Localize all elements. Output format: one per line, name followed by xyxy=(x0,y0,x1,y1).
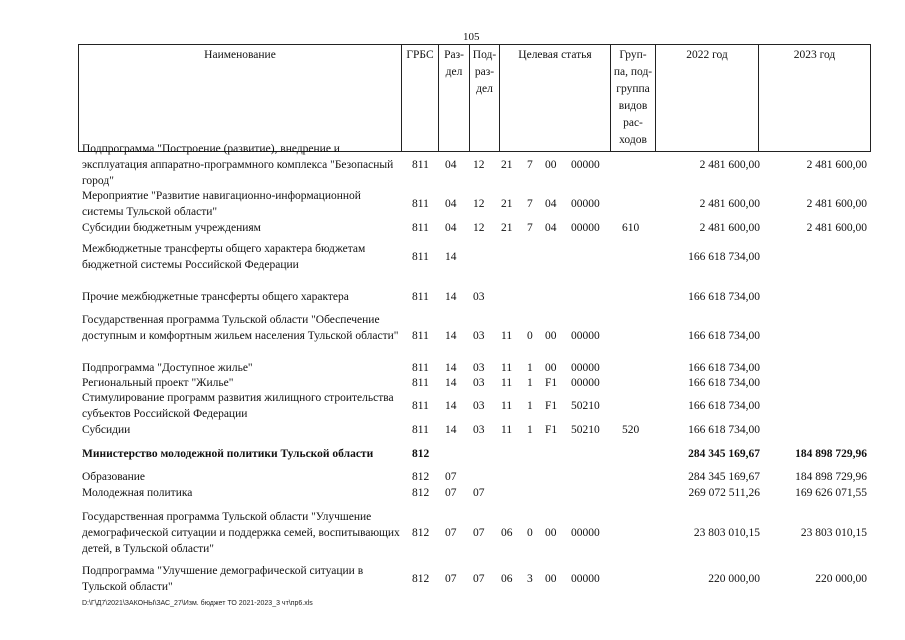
cell-y2022: 166 618 734,00 xyxy=(688,330,760,342)
cell-razdel: 14 xyxy=(445,400,457,412)
cell-pod: 12 xyxy=(473,198,485,210)
cell-c1: 11 xyxy=(501,377,513,389)
cell-y2023: 23 803 010,15 xyxy=(800,527,867,539)
table-row xyxy=(0,509,905,557)
row-name: Региональный проект "Жилье" xyxy=(82,377,234,389)
cell-c2: 0 xyxy=(527,330,533,342)
cell-c2: 1 xyxy=(527,424,533,436)
row-name: Подпрограмма "Доступное жилье" xyxy=(82,362,253,374)
table-row xyxy=(0,141,905,189)
cell-pod: 07 xyxy=(473,573,485,585)
cell-razdel: 14 xyxy=(445,362,457,374)
cell-c2: 7 xyxy=(527,198,533,210)
cell-razdel: 04 xyxy=(445,222,457,234)
cell-razdel: 14 xyxy=(445,377,457,389)
cell-y2023: 2 481 600,00 xyxy=(806,198,867,210)
cell-grbs: 811 xyxy=(412,424,429,436)
cell-grbs: 811 xyxy=(412,377,429,389)
cell-c4: 00000 xyxy=(571,573,600,585)
cell-c1: 21 xyxy=(501,159,513,171)
table-row xyxy=(0,360,905,376)
cell-c4: 00000 xyxy=(571,527,600,539)
cell-razdel: 04 xyxy=(445,159,457,171)
cell-c4: 50210 xyxy=(571,400,600,412)
table-header xyxy=(78,44,871,152)
header-razdel: Раз- дел xyxy=(439,45,470,152)
header-grbs: ГРБС xyxy=(402,45,439,152)
cell-c3: 00 xyxy=(545,159,557,171)
row-name: Прочие межбюджетные трансферты общего характера xyxy=(82,291,349,303)
cell-c1: 11 xyxy=(501,424,513,436)
cell-y2023: 220 000,00 xyxy=(815,573,867,585)
cell-y2022: 23 803 010,15 xyxy=(693,527,760,539)
cell-razdel: 07 xyxy=(445,573,457,585)
cell-y2022: 220 000,00 xyxy=(708,573,760,585)
file-path-footer: D:\Г\Д7\2021\ЗАКОНЫ\ЗАС_27\Изм. бюджет ТО 2021-2023_3 чт\пр6.xls xyxy=(82,600,313,607)
cell-c4: 00000 xyxy=(571,222,600,234)
cell-y2023: 169 626 071,55 xyxy=(795,487,867,499)
cell-y2023: 184 898 729,96 xyxy=(795,471,867,483)
cell-c3: F1 xyxy=(545,400,558,412)
cell-c4: 00000 xyxy=(571,159,600,171)
cell-pod: 03 xyxy=(473,330,485,342)
table-row xyxy=(0,422,905,438)
cell-razdel: 07 xyxy=(445,527,457,539)
header-celevaya-statya: Целевая статья xyxy=(500,45,611,152)
table-row xyxy=(0,469,905,485)
cell-c3: 00 xyxy=(545,527,557,539)
cell-c1: 11 xyxy=(501,330,513,342)
cell-grbs: 811 xyxy=(412,330,429,342)
table-row xyxy=(0,485,905,501)
cell-c4: 50210 xyxy=(571,424,600,436)
cell-c4: 00000 xyxy=(571,198,600,210)
cell-grbs: 812 xyxy=(412,487,430,499)
cell-c1: 11 xyxy=(501,400,513,412)
cell-razdel: 07 xyxy=(445,471,457,483)
cell-pod: 07 xyxy=(473,527,485,539)
row-name: Подпрограмма "Улучшение демографической ситуации в Тульской области" xyxy=(82,565,364,593)
header-2022: 2022 год xyxy=(656,45,759,152)
cell-y2022: 166 618 734,00 xyxy=(688,362,760,374)
row-name: Государственная программа Тульской области "Улучшение демографической ситуации и поддержка семей, воспитывающих детей, в Тульской области" xyxy=(82,511,400,555)
table-row xyxy=(0,312,905,360)
cell-grbs: 812 xyxy=(412,448,430,460)
row-name: Субсидии xyxy=(82,424,131,436)
cell-y2022: 166 618 734,00 xyxy=(688,424,760,436)
cell-y2023: 2 481 600,00 xyxy=(806,159,867,171)
cell-c1: 06 xyxy=(501,573,513,585)
cell-grbs: 812 xyxy=(412,573,430,585)
table-row xyxy=(0,220,905,236)
cell-c1: 21 xyxy=(501,222,513,234)
cell-pod: 03 xyxy=(473,400,485,412)
cell-razdel: 07 xyxy=(445,487,457,499)
cell-y2023: 184 898 729,96 xyxy=(795,448,867,460)
cell-grbs: 811 xyxy=(412,251,429,263)
cell-pod: 03 xyxy=(473,424,485,436)
row-name: Молодежная политика xyxy=(82,487,193,499)
cell-pod: 03 xyxy=(473,362,485,374)
cell-y2022: 166 618 734,00 xyxy=(688,400,760,412)
row-name: Подпрограмма "Построение (развитие), внедрение и эксплуатация аппаратно-программного комплекса "Безопасный город" xyxy=(82,143,394,187)
table-row xyxy=(0,188,905,220)
cell-grbs: 811 xyxy=(412,198,429,210)
cell-c3: F1 xyxy=(545,424,558,436)
cell-c3: F1 xyxy=(545,377,558,389)
cell-razdel: 14 xyxy=(445,424,457,436)
cell-grbs: 811 xyxy=(412,362,429,374)
header-podrazdel: Под- раз- дел xyxy=(470,45,500,152)
cell-c2: 1 xyxy=(527,362,533,374)
cell-c3: 00 xyxy=(545,573,557,585)
table-row xyxy=(0,390,905,422)
cell-c2: 3 xyxy=(527,573,533,585)
header-gruppa: Груп- па, под- группа видов рас- ходов xyxy=(611,45,656,152)
cell-c4: 00000 xyxy=(571,362,600,374)
row-name: Стимулирование программ развития жилищного строительства субъектов Российской Федерации xyxy=(82,392,394,420)
cell-pod: 03 xyxy=(473,377,485,389)
cell-c1: 06 xyxy=(501,527,513,539)
cell-pod: 12 xyxy=(473,159,485,171)
cell-c2: 0 xyxy=(527,527,533,539)
cell-y2022: 166 618 734,00 xyxy=(688,377,760,389)
cell-gr: 520 xyxy=(622,424,640,436)
header-name: Наименование xyxy=(79,45,402,152)
cell-razdel: 04 xyxy=(445,198,457,210)
cell-gr: 610 xyxy=(622,222,640,234)
cell-c2: 7 xyxy=(527,159,533,171)
cell-grbs: 811 xyxy=(412,400,429,412)
cell-c3: 00 xyxy=(545,362,557,374)
cell-pod: 03 xyxy=(473,291,485,303)
cell-grbs: 812 xyxy=(412,471,430,483)
cell-y2023: 2 481 600,00 xyxy=(806,222,867,234)
cell-y2022: 166 618 734,00 xyxy=(688,291,760,303)
cell-y2022: 284 345 169,67 xyxy=(688,448,760,460)
cell-grbs: 811 xyxy=(412,159,429,171)
cell-razdel: 14 xyxy=(445,330,457,342)
cell-y2022: 284 345 169,67 xyxy=(688,471,760,483)
cell-c2: 1 xyxy=(527,377,533,389)
cell-c4: 00000 xyxy=(571,377,600,389)
row-name: Образование xyxy=(82,471,146,483)
cell-c4: 00000 xyxy=(571,330,600,342)
table-row xyxy=(0,563,905,595)
cell-c3: 04 xyxy=(545,222,557,234)
cell-c3: 04 xyxy=(545,198,557,210)
cell-y2022: 166 618 734,00 xyxy=(688,251,760,263)
cell-c3: 00 xyxy=(545,330,557,342)
cell-razdel: 14 xyxy=(445,251,457,263)
cell-grbs: 811 xyxy=(412,222,429,234)
cell-grbs: 812 xyxy=(412,527,430,539)
row-name: Межбюджетные трансферты общего характера бюджетам бюджетной системы Российской Федерации xyxy=(82,243,366,271)
cell-pod: 12 xyxy=(473,222,485,234)
cell-razdel: 14 xyxy=(445,291,457,303)
table-row xyxy=(0,289,905,305)
page-number: 105 xyxy=(463,31,480,43)
row-name: Мероприятие "Развитие навигационно-информационной системы Тульской области" xyxy=(82,190,361,218)
row-name: Субсидии бюджетным учреждениям xyxy=(82,222,261,234)
cell-c2: 7 xyxy=(527,222,533,234)
cell-c1: 21 xyxy=(501,198,513,210)
cell-c1: 11 xyxy=(501,362,513,374)
table-row xyxy=(0,446,905,462)
cell-y2022: 269 072 511,26 xyxy=(688,487,760,499)
cell-y2022: 2 481 600,00 xyxy=(699,198,760,210)
cell-c2: 1 xyxy=(527,400,533,412)
cell-y2022: 2 481 600,00 xyxy=(699,222,760,234)
cell-grbs: 811 xyxy=(412,291,429,303)
table-row xyxy=(0,241,905,273)
row-name: Министерство молодежной политики Тульской области xyxy=(82,448,374,460)
cell-pod: 07 xyxy=(473,487,485,499)
header-2023: 2023 год xyxy=(759,45,871,152)
table-row xyxy=(0,375,905,391)
row-name: Государственная программа Тульской области "Обеспечение доступным и комфортным жильем населения Тульской области" xyxy=(82,314,399,342)
cell-y2022: 2 481 600,00 xyxy=(699,159,760,171)
